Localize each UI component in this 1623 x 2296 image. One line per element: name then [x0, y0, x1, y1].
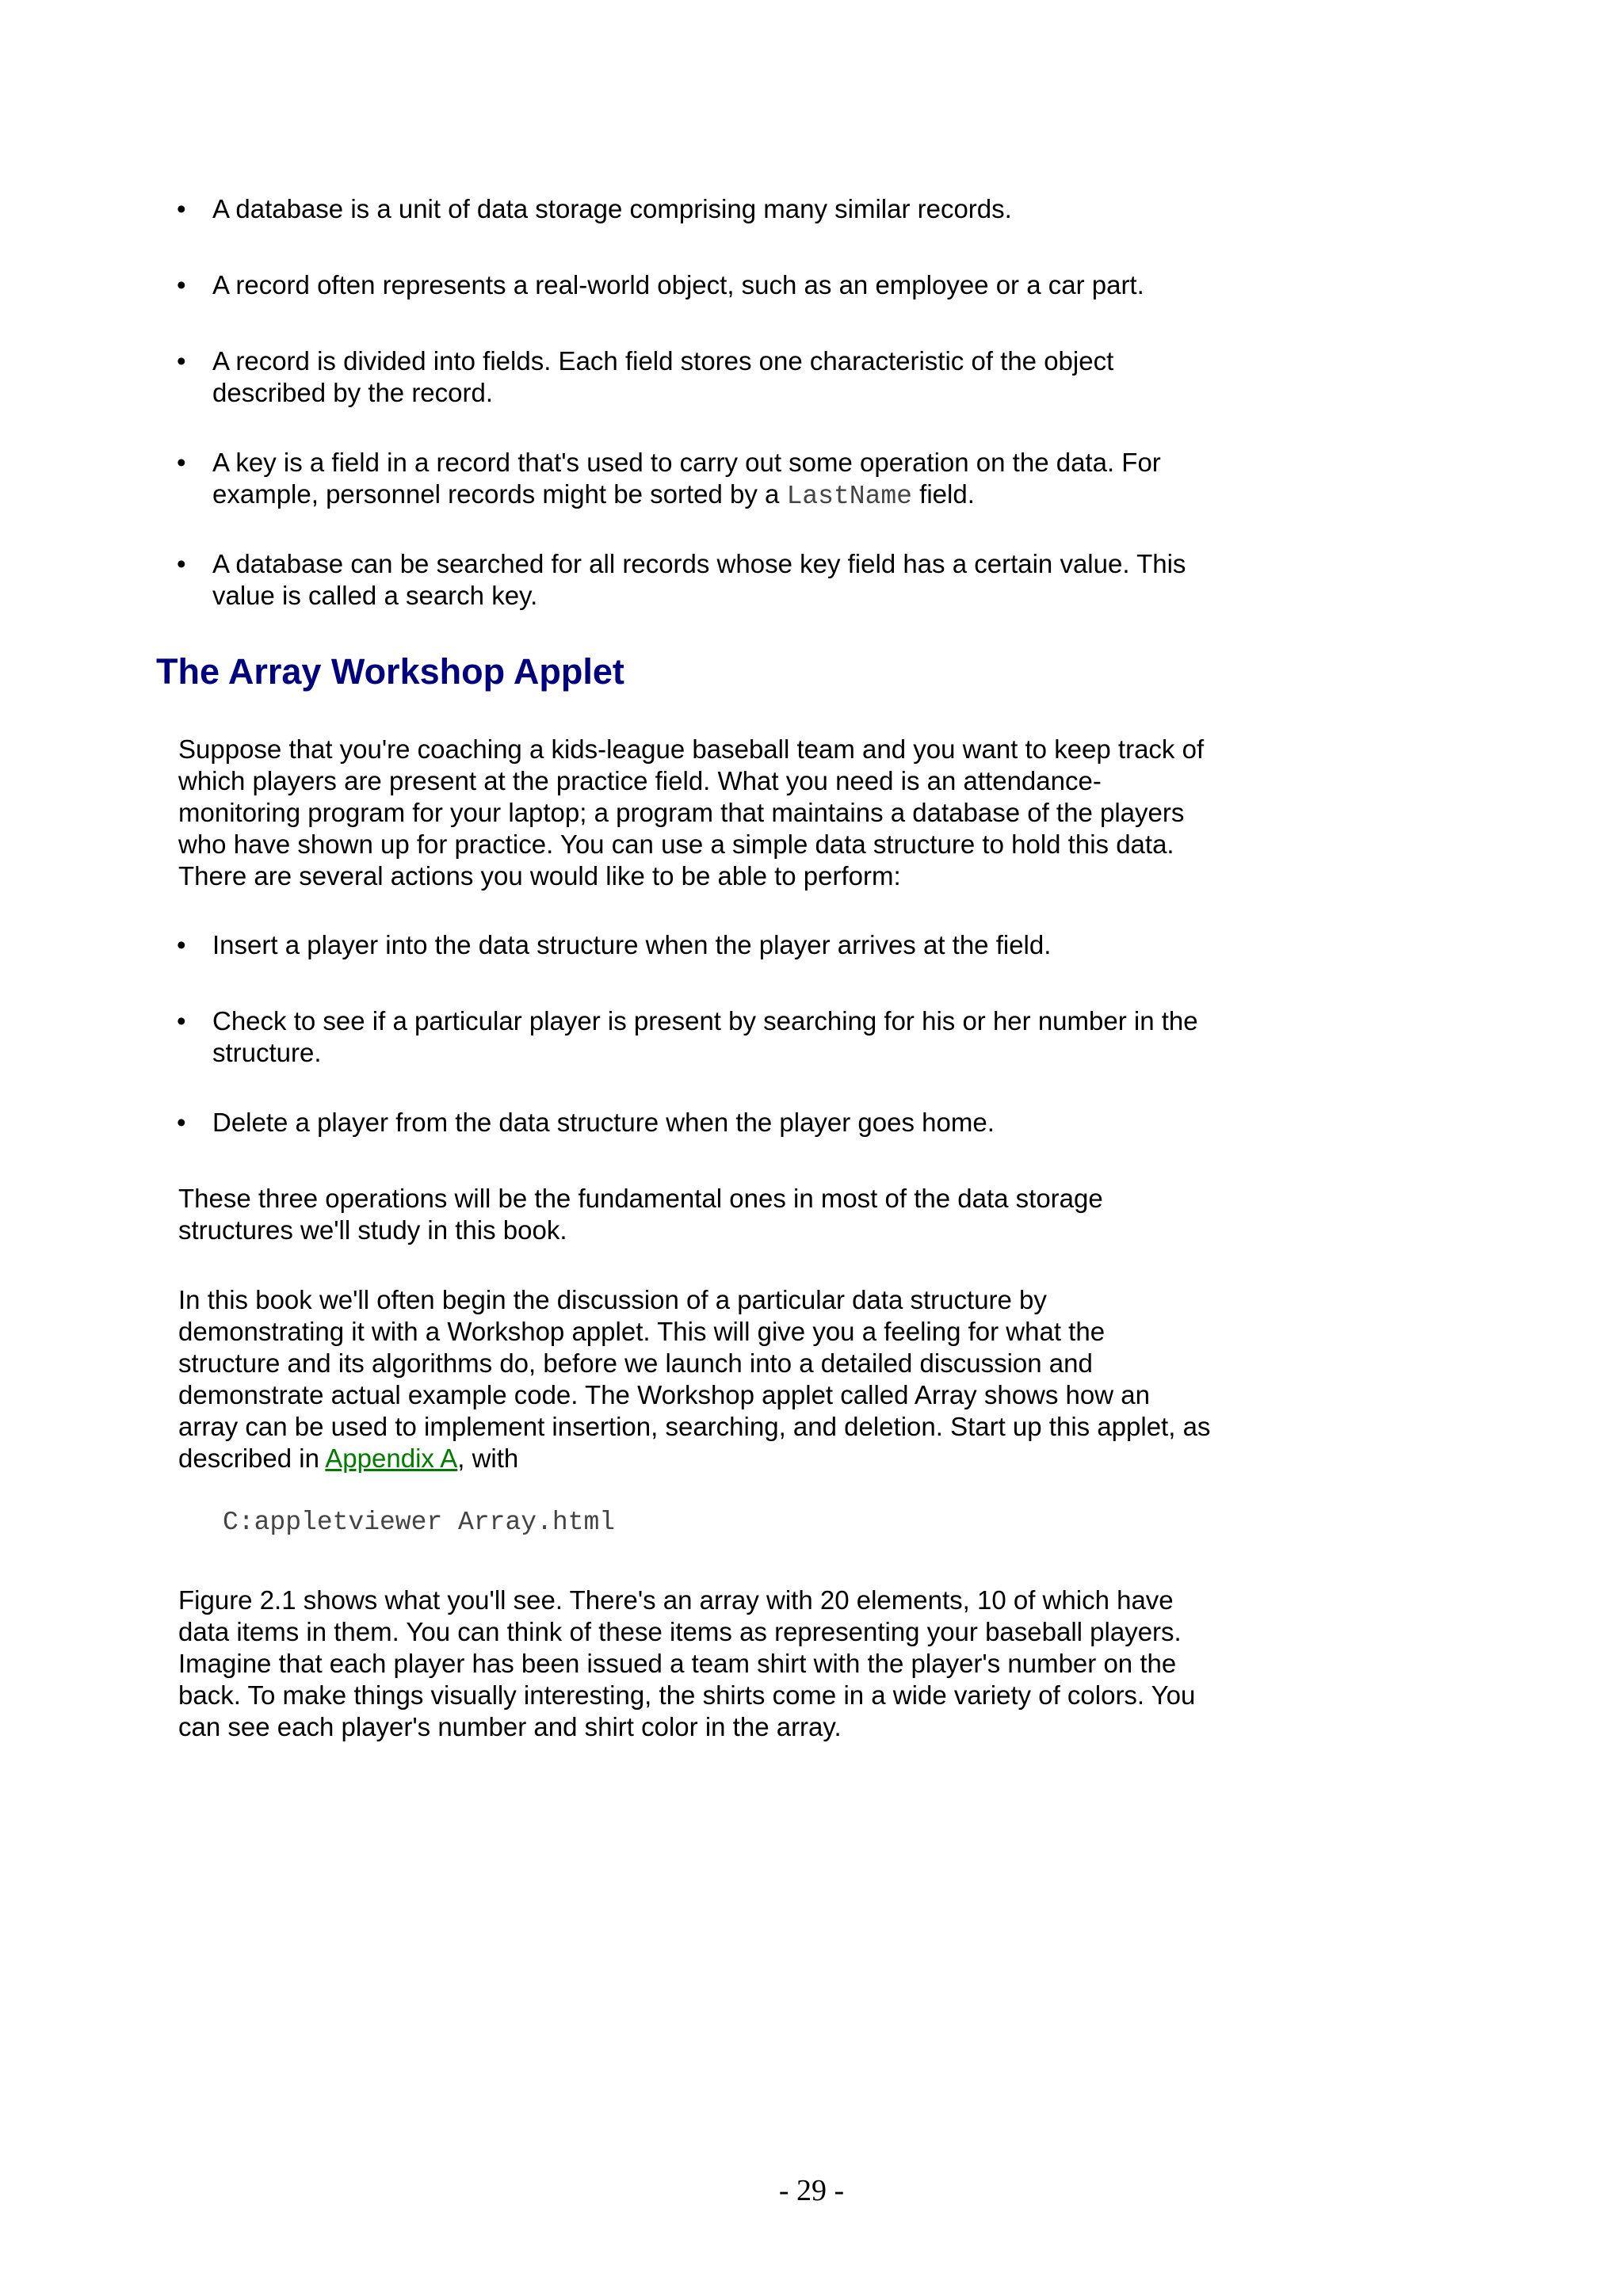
paragraph-figure — [178, 1585, 1288, 1743]
paragraph-line: Figure 2.1 shows what you'll see. There's an array with 20 elements, 10 of which have — [178, 1585, 1174, 1615]
bullet-item-fields — [212, 345, 1306, 409]
bullet-marker: • — [177, 930, 186, 959]
bullet-text: field. — [912, 479, 975, 509]
paragraph-text: described in — [178, 1444, 326, 1473]
paragraph-line: demonstrate actual example code. The Workshop applet called Array shows how an — [178, 1380, 1150, 1409]
bullet-line: A database can be searched for all records whose key field has a certain value. This — [212, 549, 1186, 578]
inline-code-lastname: LastName — [786, 482, 912, 511]
bullet-item-key — [212, 447, 1306, 513]
bullet-line — [212, 479, 1306, 513]
paragraph-line: which players are present at the practice field. What you need is an attendance- — [178, 766, 1102, 795]
bullet-line: structure. — [212, 1038, 322, 1067]
bullet-item-record: A record often represents a real-world object, such as an employee or a car part. — [212, 270, 1144, 299]
bullet-marker: • — [177, 194, 186, 223]
paragraph-line: Suppose that you're coaching a kids-league baseball team and you want to keep track of — [178, 734, 1205, 764]
paragraph-line: These three operations will be the fundamental ones in most of the data storage — [178, 1184, 1103, 1213]
paragraph-intro — [178, 734, 1288, 892]
paragraph-line — [178, 1443, 1288, 1474]
paragraph-line: back. To make things visually interesting, the shirts come in a wide variety of colors. You — [178, 1680, 1196, 1710]
paragraph-line: array can be used to implement insertion, searching, and deletion. Start up this applet, as — [178, 1412, 1211, 1441]
paragraph-text: , with — [457, 1444, 519, 1473]
bullet-item-check — [212, 1005, 1306, 1069]
paragraph-workshop — [178, 1284, 1288, 1474]
paragraph-line: There are several actions you would like to be able to perform: — [178, 861, 901, 891]
paragraph-line: Imagine that each player has been issued a team shirt with the player's number on the — [178, 1649, 1177, 1678]
bullet-line: A key is a field in a record that's used to carry out some operation on the data. For — [212, 448, 1161, 477]
bullet-marker: • — [177, 346, 186, 376]
bullet-text: example, personnel records might be sorted by a — [212, 479, 787, 509]
bullet-line: value is called a search key. — [212, 581, 538, 610]
page-number: - 29 - — [778, 2174, 845, 2207]
bullet-item-search-key — [212, 548, 1306, 612]
bullet-item-insert: Insert a player into the data structure when the player arrives at the field. — [212, 930, 1052, 959]
bullet-line: Check to see if a particular player is present by searching for his or her number in the — [212, 1006, 1198, 1035]
paragraph-line: can see each player's number and shirt color in the array. — [178, 1712, 842, 1741]
bullet-item-database: A database is a unit of data storage comprising many similar records. — [212, 194, 1012, 223]
bullet-marker: • — [177, 448, 186, 477]
paragraph-operations — [178, 1183, 1288, 1246]
bullet-line: described by the record. — [212, 378, 494, 407]
paragraph-line: who have shown up for practice. You can use a simple data structure to hold this data. — [178, 830, 1174, 859]
paragraph-line: demonstrating it with a Workshop applet. This will give you a feeling for what the — [178, 1317, 1106, 1346]
paragraph-line: In this book we'll often begin the discussion of a particular data structure by — [178, 1285, 1047, 1314]
paragraph-line: data items in them. You can think of these items as representing your baseball players. — [178, 1617, 1182, 1646]
bullet-marker: • — [177, 1006, 186, 1035]
bullet-line: A record is divided into fields. Each field stores one characteristic of the object — [212, 346, 1114, 376]
paragraph-line: structures we'll study in this book. — [178, 1215, 567, 1245]
code-command: C:appletviewer Array.html — [223, 1508, 616, 1537]
bullet-marker: • — [177, 549, 186, 578]
bullet-marker: • — [177, 1108, 186, 1137]
paragraph-line: monitoring program for your laptop; a program that maintains a database of the players — [178, 798, 1185, 827]
bullet-item-delete: Delete a player from the data structure when the player goes home. — [212, 1108, 995, 1137]
paragraph-line: structure and its algorithms do, before we launch into a detailed discussion and — [178, 1348, 1093, 1378]
section-heading: The Array Workshop Applet — [156, 651, 624, 692]
appendix-a-link[interactable]: Appendix A — [325, 1444, 458, 1473]
bullet-marker: • — [177, 270, 186, 299]
